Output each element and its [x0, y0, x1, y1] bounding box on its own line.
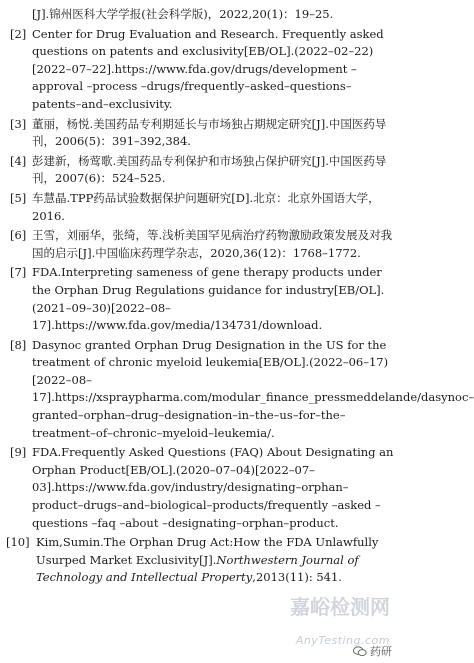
reference-item [10, 264, 394, 334]
reference-text: FDA.Frequently Asked Questions (FAQ) About Designating an Orphan Product[EB/OL].(2020–07–04)[2022–07–03].https://www.fda.gov/industry/designating–orphan–product–drugs–and–biological–products/frequently –asked –questions –faq –about –designating–orphan–product. [32, 445, 394, 530]
reference-text: [J].锦州医科大学学报(社会科学版)，2022,20(1)：19–25. [32, 7, 334, 21]
reference-item [10, 190, 394, 225]
reference-text: 董丽，杨悦.美国药品专利期延长与市场独占期规定研究[J].中国医药导刊，2006(5)：391–392,384. [32, 116, 387, 149]
reference-text: Dasynoc granted Orphan Drug Designation in the US for the treatment of chronic myeloid leukemia[EB/OL].(2022–06–17)[2022–08–17].https://xspraypharma.com/modular_finance_pressmeddelande/dasynoc–granted–orphan–drug–designation–in–the–us–for–the–treatment–of–chronic–myeloid–leukemia/. [32, 337, 474, 440]
watermark: 嘉峪检测网 [290, 595, 390, 619]
reference-number: [2] [10, 26, 27, 41]
reference-text: Center for Drug Evaluation and Research. Frequently asked questions on patents and exclusivity[EB/OL].(2022–02–22)[2022–07–22].https://www.fda.gov/drugs/development –approval –process –drugs/frequently–asked–questions–patents–and–exclusivity. [32, 26, 384, 111]
reference-list [6, 6, 474, 589]
reference-item [6, 534, 394, 587]
reference-item [10, 153, 394, 188]
reference-number: [5] [10, 190, 27, 205]
reference-number: [4] [10, 153, 27, 168]
badge-label: 药研 [370, 645, 392, 658]
reference-number: [10] [6, 535, 30, 550]
reference-item [10, 444, 394, 532]
reference-text: FDA.Interpreting sameness of gene therapy products under the Orphan Drug Regulations guidance for industry[EB/OL].(2021–09–30)[2022–08–17].https://www.fda.gov/media/134731/download. [32, 265, 385, 333]
reference-text: ,2013(11): 541. [252, 570, 342, 585]
reference-number: [9] [10, 445, 27, 460]
reference-text: 彭建新，杨莺歌.美国药品专利保护和市场独占保护研究[J].中国医药导刊，2007(6)：524–525. [32, 153, 387, 186]
reference-item [10, 26, 394, 114]
journal-title: Northwestern Journal of Technology and Intellectual Property [36, 552, 359, 585]
reference-number: [6] [10, 228, 27, 243]
reference-text: Kim,Sumin.The Orphan Drug Act:How the FDA Unlawfully Usurped Market Exclusivity[J]. [36, 535, 379, 567]
reference-text: 王雪，刘丽华，张绮，等.浅析美国罕见病治疗药物激励政策发展及对我国的启示[J].中国临床药理学杂志，2020,36(12)：1768–1772. [32, 228, 393, 260]
source-badge [353, 643, 392, 659]
reference-text: 车慧晶.TPP药品试验数据保护问题研究[D].北京：北京外国语大学，2016. [32, 190, 380, 223]
wechat-icon [353, 646, 367, 657]
reference-item [10, 227, 394, 262]
watermark-sub: AnyTesting.com [295, 634, 390, 647]
reference-item [10, 6, 394, 24]
reference-item [10, 116, 394, 151]
reference-number: [3] [10, 116, 27, 131]
reference-number: [8] [10, 337, 27, 352]
reference-number: [7] [10, 265, 27, 280]
reference-item [10, 337, 474, 443]
